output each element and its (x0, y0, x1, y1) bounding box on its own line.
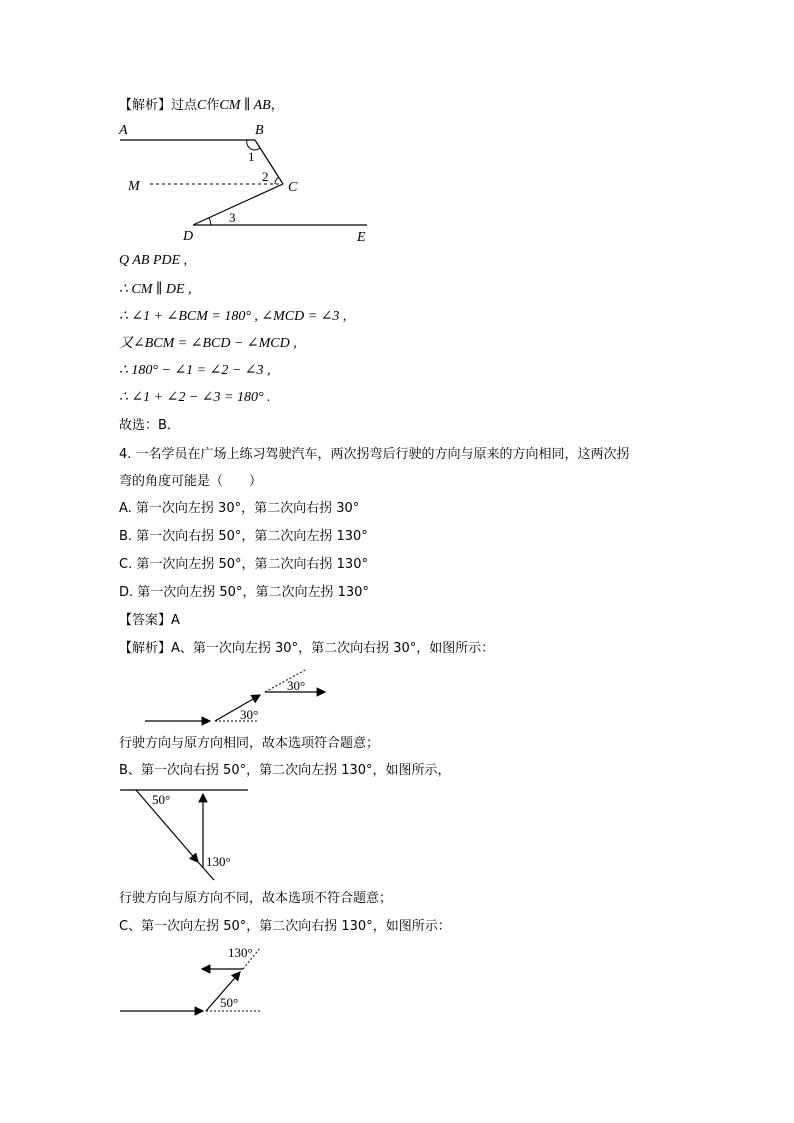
conclusion-b: 行驶方向与原方向不同，故本选项不符合题意； (119, 891, 393, 906)
fig-b-angle-top: 50° (152, 792, 171, 807)
proof-line-2: ∴ CM ∥ DE , (119, 282, 192, 297)
angle-2-label: 2 (262, 169, 269, 184)
analysis-intro: 【解析】过点 (119, 98, 198, 113)
proof-conclusion: 故选：B． (119, 418, 180, 433)
label-b: B (255, 123, 264, 138)
conclusion-a: 行驶方向与原方向相同，故本选项符合题意； (119, 736, 380, 751)
analysis-c: C、第一次向左拐 50°，第二次向右拐 130°，如图所示： (119, 919, 451, 934)
figure-option-c (118, 940, 268, 1020)
option-b: B. 第一次向右拐 50°，第二次向左拐 130° (119, 529, 368, 544)
option-d: D. 第一次向左拐 50°，第二次向左拐 130° (119, 585, 369, 600)
angle-3-label: 3 (229, 210, 236, 225)
fig-b-angle-bottom: 130° (206, 854, 231, 869)
parallel-lines-figure (115, 118, 375, 248)
proof-line-5: ∴ 180° − ∠1 = ∠2 − ∠3 , (119, 363, 271, 378)
question-4-stem-2: 弯的角度可能是（ ） (119, 474, 263, 489)
question-4-stem-1: 4. 一名学员在广场上练习驾驶汽车，两次拐弯后行驶的方向与原来的方向相同，这两次拐 (119, 447, 630, 462)
point-c: C (197, 98, 207, 113)
analysis-header (119, 97, 284, 115)
label-c: C (288, 180, 298, 195)
cm-parallel-ab: CM ∥ AB (219, 98, 271, 113)
proof-line-4: 又∠BCM = ∠BCD − ∠MCD , (119, 336, 297, 351)
proof-line-3: ∴ ∠1 + ∠BCM = 180° , ∠MCD = ∠3 , (119, 309, 347, 324)
label-a: A (119, 123, 128, 138)
comma: ， (270, 98, 284, 113)
figure-option-b (118, 782, 258, 884)
fig-a-angle-top: 30° (287, 678, 306, 693)
label-m: M (128, 179, 140, 194)
label-d: D (183, 229, 194, 244)
make-text: 作 (206, 98, 220, 113)
segment-cd (193, 184, 283, 225)
angle-2-arc (275, 177, 279, 184)
option-a: A. 第一次向左拐 30°，第二次向右拐 30° (119, 501, 360, 516)
proof-line-6: ∴ ∠1 + ∠2 − ∠3 = 180° . (119, 390, 271, 405)
label-e: E (357, 230, 366, 245)
angle-1-label: 1 (248, 149, 255, 164)
option-c: C. 第一次向左拐 50°，第二次向右拐 130° (119, 557, 368, 572)
answer-label: 【答案】A (119, 613, 180, 628)
analysis-b: B、第一次向右拐 50°，第二次向左拐 130°，如图所示， (119, 763, 451, 778)
fig-c-angle-bottom: 50° (220, 995, 239, 1010)
angle-3-arc (209, 218, 211, 225)
analysis-a: 【解析】A、第一次向左拐 30°，第二次向右拐 30°，如图所示： (119, 641, 495, 656)
fig-c-angle-top: 130° (228, 945, 253, 960)
figure-option-a (140, 665, 340, 730)
fig-a-angle-bottom: 30° (240, 707, 259, 722)
proof-line-1: Q AB PDE , (119, 253, 188, 268)
